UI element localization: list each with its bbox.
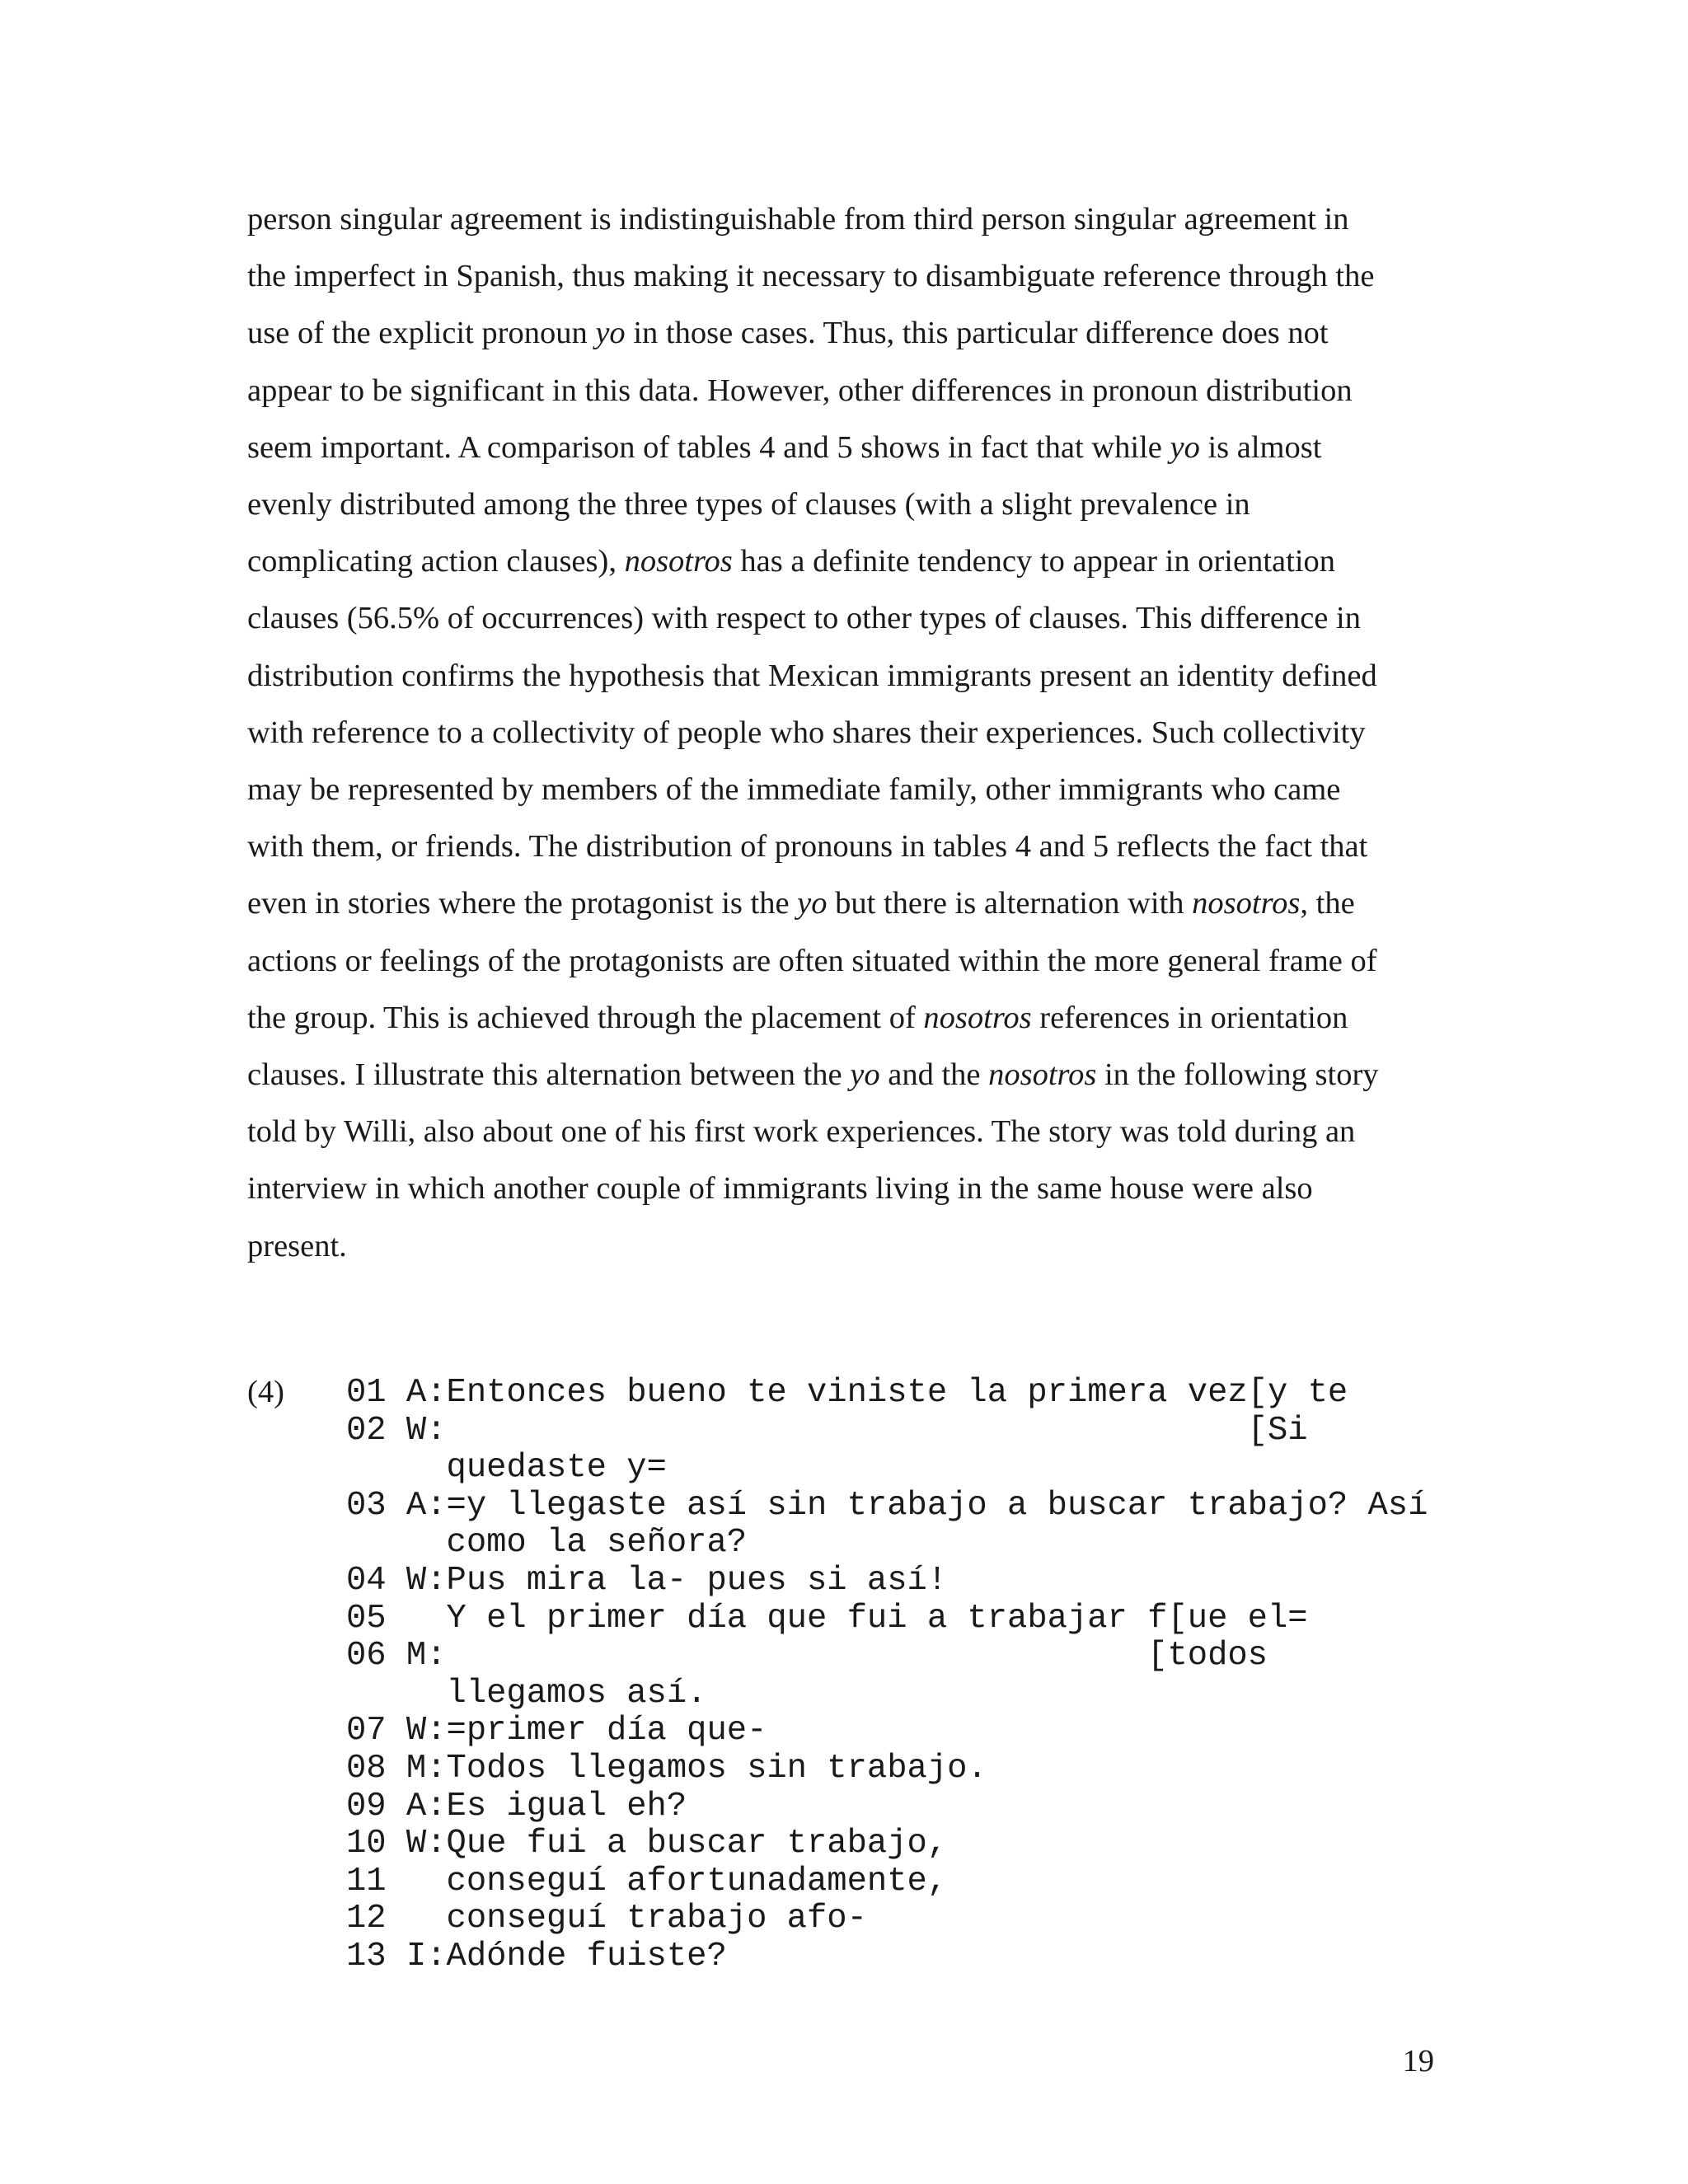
text-run: clauses (56.5% of occurrences) with respect to other types of clauses. This difference in — [247, 601, 1361, 636]
body-paragraph — [247, 191, 1434, 1275]
text-run: but there is alternation with — [827, 886, 1193, 921]
example-number: (4) — [247, 1375, 284, 1409]
italic-term: nosotros — [988, 1057, 1097, 1093]
text-line — [247, 363, 1434, 419]
transcript-line: como la señora? — [346, 1524, 748, 1563]
text-run: distribution confirms the hypothesis that Mexican immigrants present an identity defined — [247, 658, 1377, 693]
transcript-line: 01 A:Entonces bueno te viniste la primera vez[y te — [346, 1374, 1348, 1412]
text-line — [247, 590, 1434, 647]
italic-term: yo — [850, 1057, 880, 1093]
transcript-line: 02 W: [Si — [346, 1411, 1308, 1450]
text-run: is almost — [1199, 429, 1322, 465]
text-run: told by Willi, also about one of his first work experiences. The story was told during an — [247, 1114, 1356, 1150]
text-run: use of the explicit pronoun — [247, 316, 596, 351]
italic-term: nosotros — [923, 1000, 1032, 1035]
text-run: appear to be significant in this data. However, other differences in pronoun distribution — [247, 373, 1353, 408]
transcript-line: 07 W:=primer día que- — [346, 1712, 767, 1750]
text-line — [247, 305, 1434, 362]
text-run: clauses. I illustrate this alternation between the — [247, 1057, 851, 1093]
transcript-line: 05 Y el primer día que fui a trabajar f[ue el= — [346, 1599, 1308, 1638]
text-line — [247, 648, 1434, 705]
transcript-line: 11 conseguí afortunadamente, — [346, 1862, 948, 1900]
page-number: 19 — [1402, 2044, 1434, 2079]
text-run: the imperfect in Spanish, thus making it necessary to disambiguate reference through the — [247, 259, 1375, 294]
text-line — [247, 1104, 1434, 1160]
transcript-line: 10 W:Que fui a buscar trabajo, — [346, 1825, 948, 1863]
text-line — [247, 705, 1434, 762]
text-run: references in orientation — [1031, 1000, 1348, 1035]
text-line — [247, 933, 1434, 990]
text-run: interview in which another couple of immigrants living in the same house were also — [247, 1171, 1313, 1207]
text-run: with reference to a collectivity of people who shares their experiences. Such collectivity — [247, 715, 1366, 750]
text-line — [247, 1160, 1434, 1217]
italic-term: yo — [1170, 429, 1200, 465]
transcript-line: 03 A:=y llegaste así sin trabajo a buscar trabajo? Así — [346, 1486, 1428, 1525]
text-run: evenly distributed among the three types of clauses (with a slight prevalence in — [247, 487, 1250, 523]
italic-term: yo — [797, 886, 828, 921]
text-run: and the — [879, 1057, 989, 1093]
text-line — [247, 990, 1434, 1047]
text-run: seem important. A comparison of tables 4 and 5 shows in fact that while — [247, 429, 1170, 465]
transcript-line: 13 I:Adónde fuiste? — [346, 1937, 727, 1975]
text-line — [247, 1047, 1434, 1104]
text-line — [247, 191, 1434, 248]
text-run: may be represented by members of the immediate family, other immigrants who came — [247, 772, 1341, 808]
transcript-line: quedaste y= — [346, 1449, 667, 1488]
italic-term: nosotros — [624, 544, 733, 579]
transcript-line: 12 conseguí trabajo afo- — [346, 1900, 867, 1938]
text-run: complicating action clauses), — [247, 544, 625, 579]
text-line — [247, 1218, 1434, 1275]
text-run: person singular agreement is indistinguishable from third person singular agreement in — [247, 202, 1349, 237]
text-line — [247, 476, 1434, 533]
text-run: has a definite tendency to appear in orientation — [732, 544, 1336, 579]
text-run: with them, or friends. The distribution of pronouns in tables 4 and 5 reflects the fact that — [247, 829, 1368, 865]
text-line — [247, 419, 1434, 476]
text-line — [247, 533, 1434, 590]
text-line — [247, 762, 1434, 818]
text-run: even in stories where the protagonist is the — [247, 886, 798, 921]
text-line — [247, 248, 1434, 305]
text-run: in the following story — [1096, 1057, 1379, 1093]
text-run: actions or feelings of the protagonists are often situated within the more general frame of — [247, 943, 1377, 978]
text-run: present. — [247, 1228, 347, 1263]
text-run: in those cases. Thus, this particular difference does not — [625, 316, 1329, 351]
transcript-line: 04 W:Pus mira la- pues si así! — [346, 1561, 948, 1600]
transcript-line: 06 M: [todos — [346, 1637, 1268, 1675]
transcript-example — [346, 1375, 1434, 1976]
italic-term: yo — [595, 316, 626, 351]
text-line — [247, 818, 1434, 875]
text-line — [247, 875, 1434, 932]
text-run: , the — [1300, 886, 1355, 921]
transcript-line: llegamos así. — [346, 1674, 707, 1713]
transcript-line: 08 M:Todos llegamos sin trabajo. — [346, 1749, 987, 1788]
transcript-line: 09 A:Es igual eh? — [346, 1787, 687, 1825]
italic-term: nosotros — [1192, 886, 1301, 921]
text-run: the group. This is achieved through the placement of — [247, 1000, 924, 1035]
